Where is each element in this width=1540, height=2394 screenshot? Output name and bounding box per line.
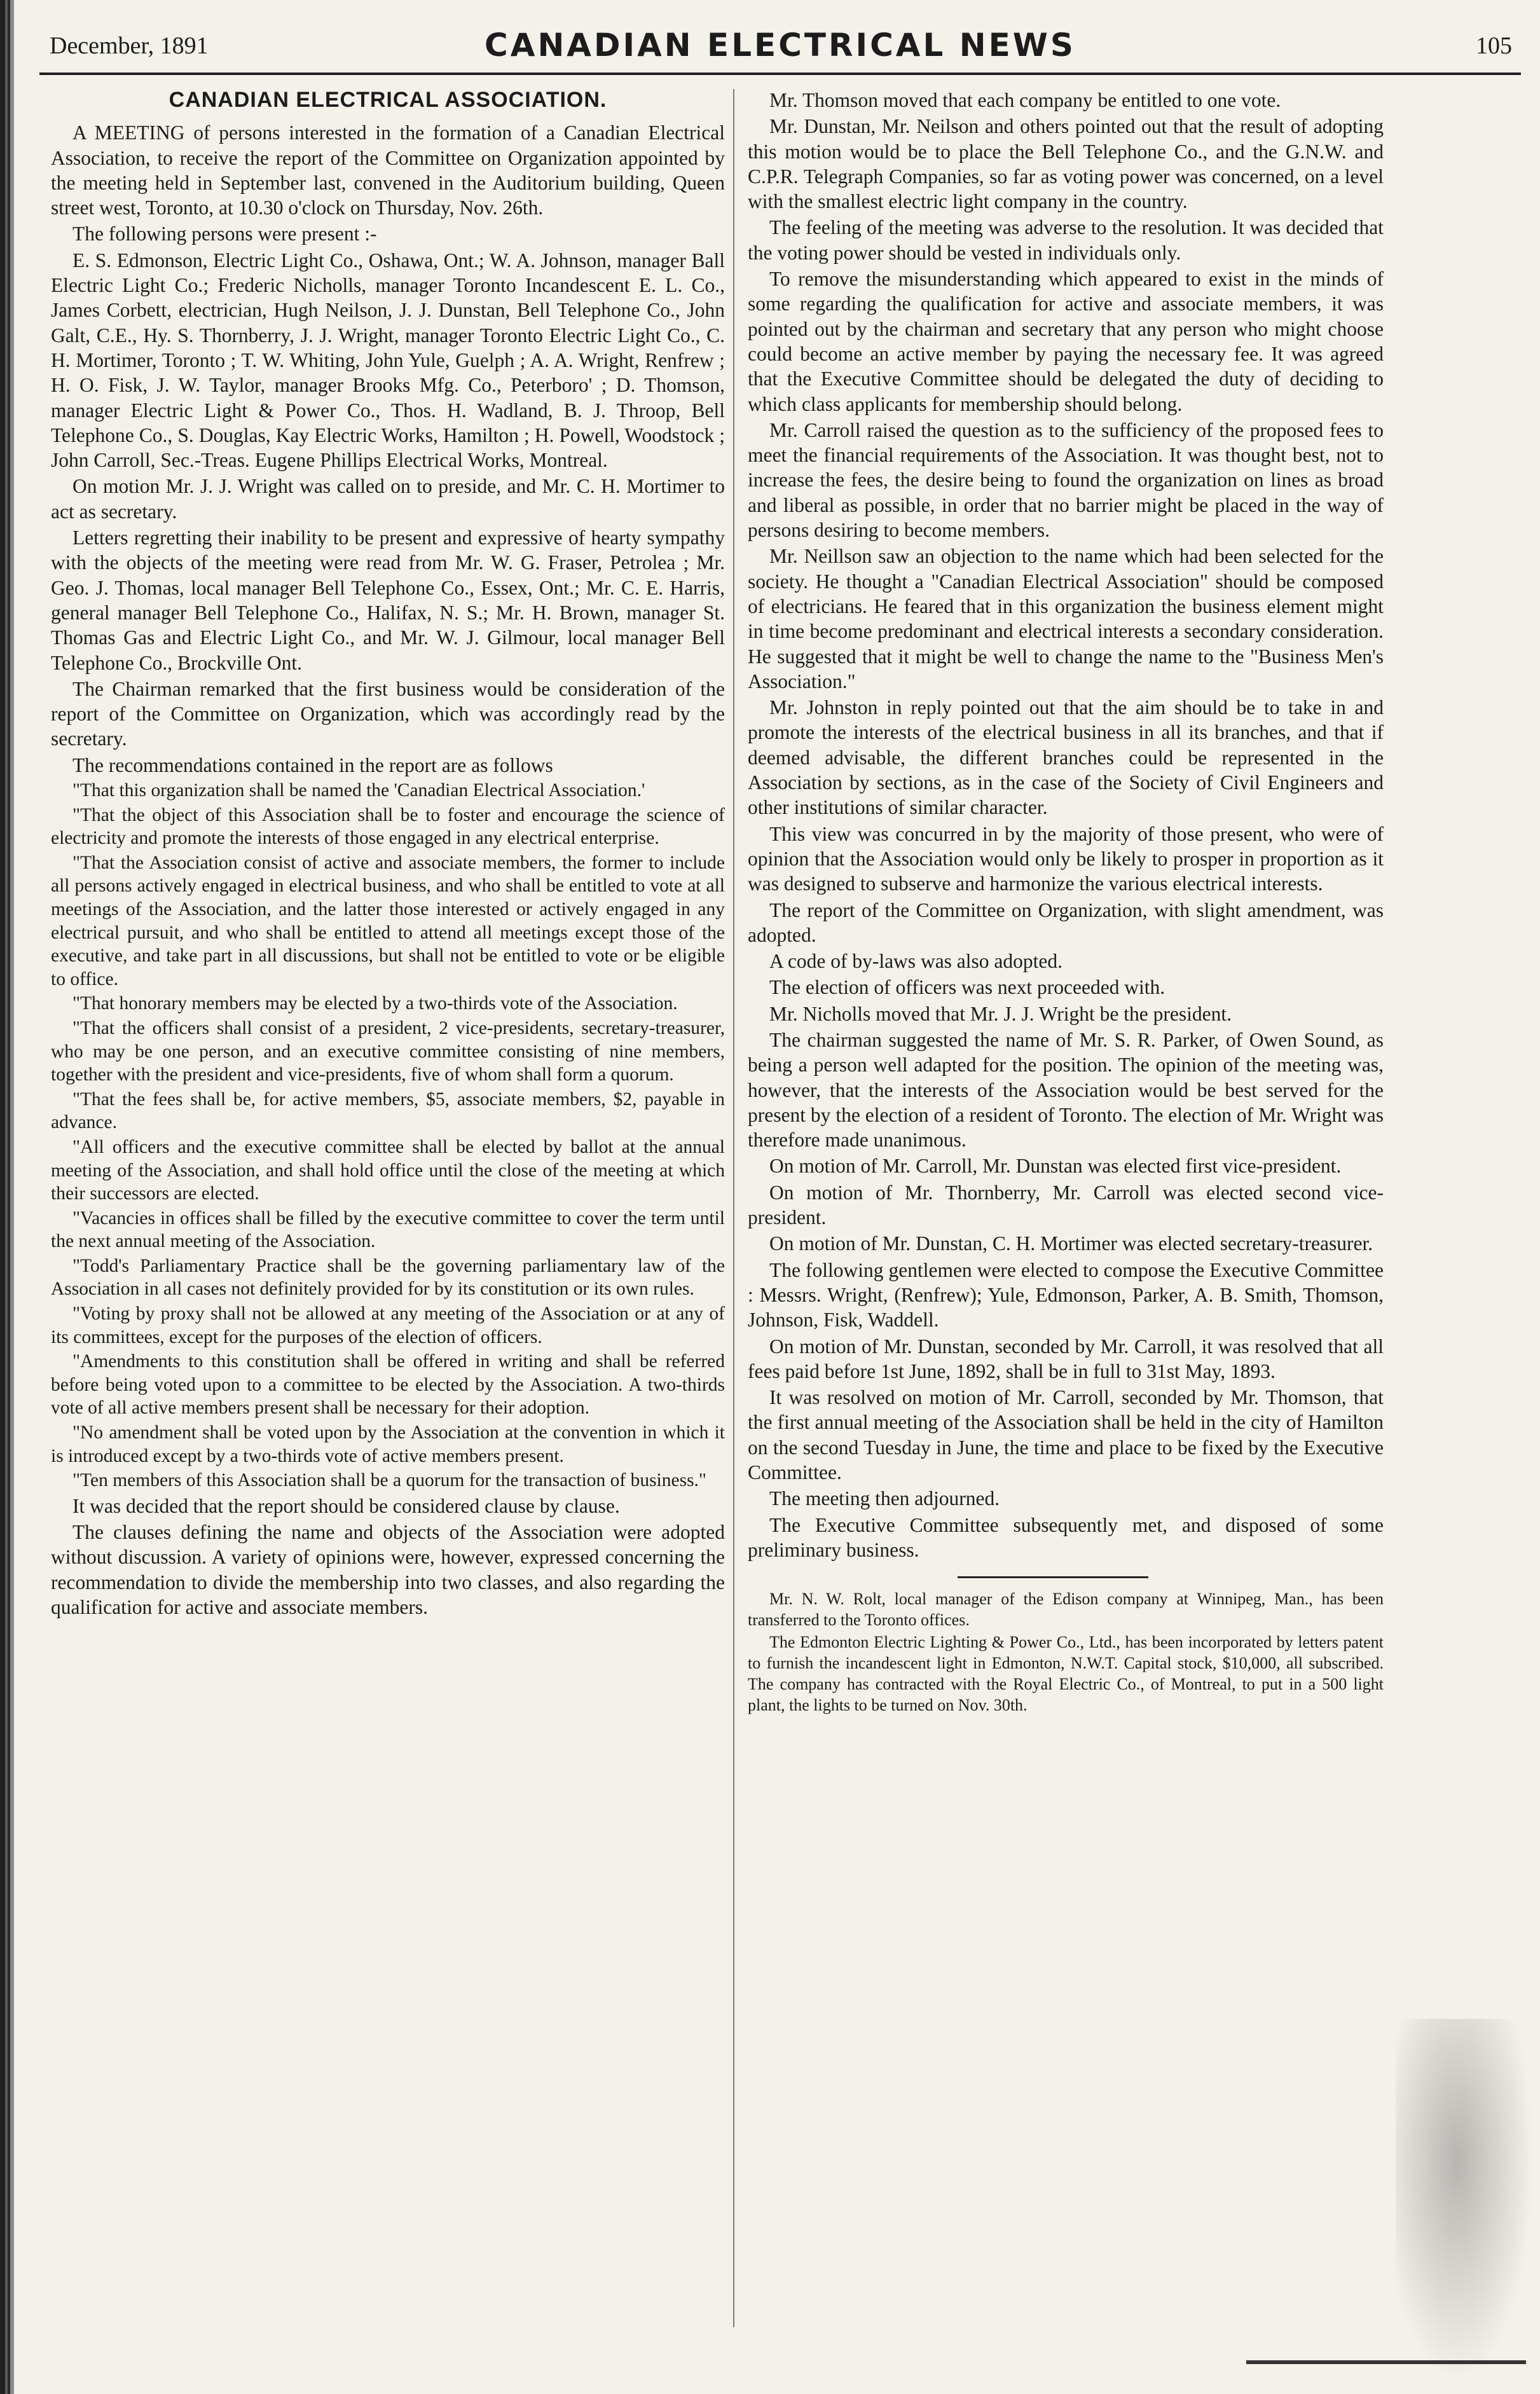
recommendation-clause: "All officers and the executive committee shall be elected by ballot at the annual meeting of the Association, and shall hold office until the close of the meeting at which their successors are elected. — [51, 1136, 725, 1204]
recommendation-clause: "No amendment shall be voted upon by the Association at the convention in which it is introduced except by a two-thirds vote of active members present. — [51, 1422, 725, 1466]
recommendation-clause: "Vacancies in offices shall be filled by the executive committee to cover the term until the next annual meeting of the Association. — [51, 1207, 725, 1252]
paragraph: The Executive Committee subsequently met, and disposed of some preliminary business. — [748, 1513, 1384, 1561]
issue-date: December, 1891 — [50, 32, 209, 59]
report-recommendations — [51, 779, 725, 1492]
paragraph: To remove the misunderstanding which appeared to exist in the minds of some regarding the qualification for active and associate members, it was pointed out by the chairman and secretary that any person who might choose could become an active member by paying the necessary fee. It was agreed that the Executive Committee should be delegated the duty of deciding to which class applicants for membership should belong. — [748, 268, 1384, 415]
column-divider — [733, 89, 734, 2327]
paragraph: The election of officers was next proceeded with. — [769, 976, 1165, 999]
news-note: The Edmonton Electric Lighting & Power Co., Ltd., has been incorporated by letters patent to furnish the incandescent light in Edmonton, N.W.T. Capital stock, $10,000, all subscribed. The company has contracted with the Royal Electric Co., of Montreal, to put in a 500 light plant, the lights to be turned on Nov. 30th. — [748, 1633, 1384, 1715]
page-header — [39, 24, 1521, 70]
paragraph: On motion of Mr. Dunstan, seconded by Mr. Carroll, it was resolved that all fees paid before 1st June, 1892, shall be in full to 31st May, 1893. — [748, 1335, 1384, 1382]
paragraph: It was decided that the report should be considered clause by clause. — [72, 1494, 620, 1517]
recommendation-clause: "Amendments to this constitution shall be offered in writing and shall be referred before being voted upon to a committee to be elected by the Association. A two-thirds vote of all active members present shall be necessary for their adoption. — [51, 1351, 725, 1419]
paragraph: The recommendations contained in the report are as follows — [72, 753, 553, 776]
paragraph: Mr. Johnston in reply pointed out that the aim should be to take in and promote the interests of the electrical business in all its branches, and that if deemed advisable, the different branches could be represented in the Association by sections, as in the case of the Society of Civil Engineers and other institutions of similar character. — [748, 696, 1384, 819]
recommendation-clause: "Voting by proxy shall not be allowed at any meeting of the Association or at any of its committees, except for the purposes of the election of officers. — [51, 1304, 725, 1347]
paragraph: The Chairman remarked that the first business would be consideration of the report of the Committee on Organization, which was accordingly read by the secretary. — [51, 677, 725, 750]
scan-binding-edge — [0, 0, 14, 2394]
paragraph: On motion of Mr. Dunstan, C. H. Mortimer was elected secretary-treasurer. — [769, 1232, 1373, 1255]
news-note: Mr. N. W. Rolt, local manager of the Edison company at Winnipeg, Man., has been transferred to the Toronto offices. — [748, 1590, 1384, 1630]
paragraph: On motion of Mr. Carroll, Mr. Dunstan was elected first vice-president. — [769, 1155, 1342, 1178]
paragraph: A MEETING of persons interested in the formation of a Canadian Electrical Association, to receive the report of the Committee on Organization appointed by the meeting held in September last, convened in the Auditorium building, Queen street west, Toronto, at 10.30 o'clock on Thursday, Nov. 26th. — [51, 121, 725, 219]
paragraph: Mr. Thomson moved that each company be entitled to one vote. — [769, 89, 1281, 111]
recommendation-clause: "Todd's Parliamentary Practice shall be the governing parliamentary law of the Association in all cases not definitely provided for by its constitution or its own rules. — [51, 1255, 725, 1300]
paragraph: On motion Mr. J. J. Wright was called on to preside, and Mr. C. H. Mortimer to act as secretary. — [51, 475, 725, 523]
article-proceedings — [748, 88, 1384, 1562]
paragraph: Mr. Neillson saw an objection to the name which had been selected for the society. He thought a "Canadian Electrical Association" should be composed of electricians. He feared that in this organization the business element might in time become predominant and electrical interests a secondary consideration. He suggested that it might be well to change the name to the "Business Men's Association." — [748, 545, 1384, 692]
paragraph: The following gentlemen were elected to compose the Executive Committee : Messrs. Wright, (Renfrew); Yule, Edmonson, Parker, A. B. Smith, Thomson, Johnson, Fisk, Waddell. — [748, 1258, 1384, 1331]
journal-title: CANADIAN ELECTRICAL NEWS — [485, 27, 1076, 64]
paragraph: This view was concurred in by the majority of those present, who were of opinion that the Association would only be likely to prosper in proportion as it was designed to subserve and harmonize the various electrical interests. — [748, 822, 1384, 895]
paragraph: The feeling of the meeting was adverse to the resolution. It was decided that the voting power should be vested in individuals only. — [748, 216, 1384, 264]
article-continued — [51, 1494, 725, 1620]
paragraph: The chairman suggested the name of Mr. S. R. Parker, of Owen Sound, as being a person well adapted for the position. The opinion of the meeting was, however, that the interests of the Association would be best served for the present by the election of a resident of Toronto. The election of Mr. Wright was therefore made unanimous. — [748, 1028, 1384, 1152]
page-number: 105 — [1476, 32, 1512, 59]
paragraph: Mr. Dunstan, Mr. Neilson and others pointed out that the result of adopting this motion would be to place the Bell Telephone Co., and the G.N.W. and C.P.R. Telegraph Companies, so far as voting power was concerned, on a level with the smallest electric light company in the country. — [748, 115, 1384, 213]
paragraph: The meeting then adjourned. — [769, 1487, 1000, 1510]
recommendation-clause: "That the Association consist of active and associate members, the former to include all persons actively engaged in electrical business, and who shall be entitled to vote at all meetings of the Association, and the latter those interested or actively engaged in any electrical pursuit, and who shall be entitled to attend all meetings except those of the executive, and take part in all discussions, but shall not be entitled to vote or be eligible to office. — [51, 852, 725, 989]
paragraph: A code of by-laws was also adopted. — [769, 950, 1063, 973]
paragraph: The following persons were present :- — [72, 223, 377, 245]
recommendation-clause: "That the officers shall consist of a president, 2 vice-presidents, secretary-treasurer, who may be one person, and an executive committee consisting of nine members, together with the president and vice-presidents, five of whom shall form a quorum. — [51, 1017, 725, 1085]
left-column — [51, 88, 725, 1621]
paragraph: Letters regretting their inability to be present and expressive of hearty sympathy with the objects of the meeting were read from Mr. W. G. Fraser, Petrolea ; Mr. Geo. J. Thomas, local manager Bell Telephone Co., Essex, Ont.; Mr. C. E. Harris, general manager Bell Telephone Co., Halifax, N. S.; Mr. H. Brown, manager St. Thomas Gas and Electric Light Co., and Mr. W. J. Gilmour, local manager Bell Telephone Co., Brockville Ont. — [51, 526, 725, 674]
paragraph: The clauses defining the name and objects of the Association were adopted without discussion. A variety of opinions were, however, expressed concerning the recommendation to divide the membership into two classes, and also regarding the qualification for active and associate members. — [51, 1521, 725, 1619]
paragraph: Mr. Nicholls moved that Mr. J. J. Wright be the president. — [769, 1002, 1232, 1025]
paragraph: On motion of Mr. Thornberry, Mr. Carroll was elected second vice-president. — [748, 1181, 1384, 1229]
paragraph: Mr. Carroll raised the question as to the sufficiency of the proposed fees to meet the financial requirements of the Association. It was thought best, not to increase the fees, the desire being to found the organization on lines as broad and liberal as possible, in order that no barrier might be placed in the way of persons desiring to become members. — [748, 418, 1384, 542]
paragraph: The report of the Committee on Organization, with slight amendment, was adopted. — [748, 898, 1384, 946]
right-column — [748, 88, 1384, 1717]
paragraph: E. S. Edmonson, Electric Light Co., Oshawa, Ont.; W. A. Johnson, manager Ball Electric Light Co.; Frederic Nicholls, manager Toronto Incandescent E. L. Co., James Corbett, electrician, Hugh Neilson, J. J. Dunstan, Bell Telephone Co., John Galt, C.E., Hy. S. Thornberry, J. J. Wright, manager Toronto Electric Light Co., C. H. Mortimer, Toronto ; T. W. Whiting, John Yule, Guelph ; A. A. Wright, Renfrew ; H. O. Fisk, J. W. Taylor, manager Brooks Mfg. Co., Peterboro' ; D. Thomson, manager Electric Light & Power Co., Thos. H. Wadland, B. J. Throop, Bell Telephone Co., S. Douglas, Kay Electric Works, Hamilton ; H. Powell, Woodstock ; John Carroll, Sec.-Treas. Eugene Phillips Electrical Works, Montreal. — [51, 249, 725, 472]
section-separator — [958, 1576, 1148, 1578]
recommendation-clause: "That the fees shall be, for active members, $5, associate members, $2, payable in advance. — [51, 1089, 725, 1133]
recommendation-clause: "Ten members of this Association shall be a quorum for the transaction of business." — [72, 1470, 706, 1491]
article-intro — [51, 120, 725, 778]
header-rule — [39, 72, 1521, 75]
article-title: CANADIAN ELECTRICAL ASSOCIATION. — [168, 88, 607, 112]
news-notes — [748, 1588, 1384, 1716]
recommendation-clause: "That honorary members may be elected by a two-thirds vote of the Association. — [72, 993, 678, 1014]
recommendation-clause: "That the object of this Association shall be to foster and encourage the science of electricity and promote the interests of those engaged in any electrical enterprise. — [51, 804, 725, 849]
print-damage — [1396, 2019, 1532, 2375]
paragraph: It was resolved on motion of Mr. Carroll, seconded by Mr. Thomson, that the first annual meeting of the Association shall be held in the city of Hamilton on the second Tuesday in June, the time and place to be fixed by the Executive Committee. — [748, 1386, 1384, 1484]
footer-rule — [1246, 2360, 1526, 2364]
recommendation-clause: "That this organization shall be named the 'Canadian Electrical Association.' — [72, 780, 645, 801]
